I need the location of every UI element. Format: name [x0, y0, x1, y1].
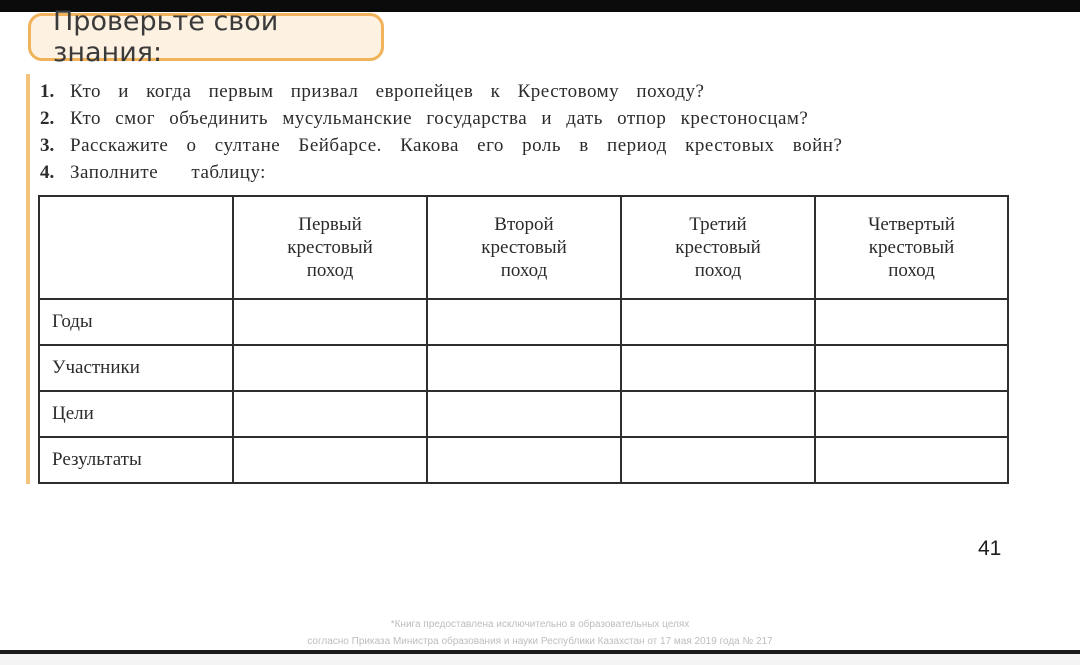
table-row-label: Результаты [39, 437, 233, 483]
column-header-line: Первый [298, 214, 362, 235]
table-cell [621, 299, 815, 345]
table-cell [815, 345, 1008, 391]
question-text: Расскажите о султане Бейбарсе. Какова его роль в период крестовых войн? [70, 135, 843, 156]
column-header-line: крестовый [287, 237, 373, 258]
table-corner-cell [39, 196, 233, 299]
question-text: Заполните таблицу: [70, 162, 266, 183]
table-row [39, 299, 1008, 345]
table-cell [427, 437, 621, 483]
table-cell [621, 437, 815, 483]
table-cell [233, 345, 427, 391]
column-header-line: крестовый [868, 237, 955, 258]
footnote-line: согласно Приказа Министра образования и науки Республики Казахстан от 17 мая 2019 года № 217 [307, 636, 773, 647]
column-header-line: поход [694, 260, 742, 281]
question-number: 3. [40, 135, 55, 156]
table-row-label: Участники [39, 345, 233, 391]
bottom-strip [0, 654, 1080, 665]
question-item [40, 132, 1000, 159]
column-header-line: поход [306, 260, 354, 281]
table-row-label: Годы [39, 299, 233, 345]
question-item [40, 105, 1000, 132]
table-cell [427, 345, 621, 391]
table-cell [621, 345, 815, 391]
section-title-badge [28, 6, 384, 68]
column-header-line: поход [888, 260, 935, 281]
accent-line [26, 74, 30, 484]
table-cell [621, 391, 815, 437]
section-title: Проверьте свои знания: [53, 6, 279, 68]
table-row [39, 391, 1008, 437]
table-cell [233, 299, 427, 345]
question-number: 2. [40, 108, 55, 129]
table-cell [815, 299, 1008, 345]
table-row [39, 437, 1008, 483]
question-list [40, 78, 1000, 186]
question-item [40, 159, 1000, 186]
table-column-header [233, 196, 427, 299]
page-number: 41 [978, 537, 1002, 560]
column-header-line: крестовый [481, 237, 567, 258]
question-item [40, 78, 1000, 105]
table-row [39, 345, 1008, 391]
table-cell [427, 299, 621, 345]
question-number: 4. [40, 162, 55, 183]
table-cell [233, 437, 427, 483]
table-cell [427, 391, 621, 437]
table-cell [233, 391, 427, 437]
column-header-line: поход [500, 260, 548, 281]
table-row-label: Цели [39, 391, 233, 437]
column-header-line: Второй [494, 214, 554, 235]
footnote-line: *Книга предоставлена исключительно в образовательных целях [390, 619, 690, 630]
column-header-line: Третий [689, 214, 747, 235]
question-text: Кто смог объединить мусульманские государства и дать отпор крестоносцам? [70, 108, 809, 129]
table-header-row [39, 196, 1008, 299]
table-column-header [427, 196, 621, 299]
table-cell [815, 391, 1008, 437]
table-column-header [815, 196, 1008, 299]
question-number: 1. [40, 81, 55, 102]
crusades-table [38, 195, 1009, 484]
question-text: Кто и когда первым призвал европейцев к Крестовому походу? [70, 81, 705, 102]
column-header-line: Четвертый [868, 214, 955, 235]
table-cell [815, 437, 1008, 483]
table-column-header [621, 196, 815, 299]
column-header-line: крестовый [675, 237, 761, 258]
